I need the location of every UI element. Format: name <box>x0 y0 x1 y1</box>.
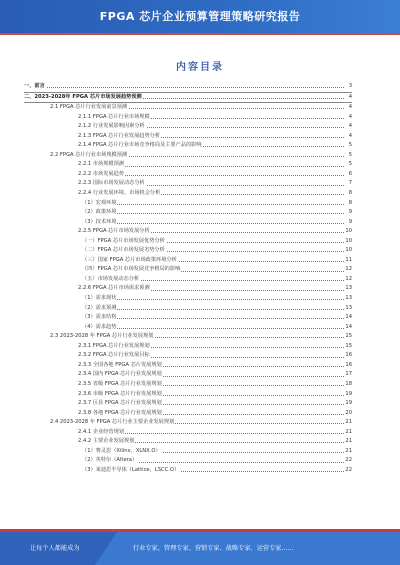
toc-entry-page: 5 <box>345 141 352 151</box>
toc-leader-dots <box>82 223 344 224</box>
toc-entry-label: （2）英特尔（Altera） <box>82 456 138 466</box>
toc-entry[interactable] <box>24 428 352 438</box>
toc-entry-page: 5 <box>345 151 352 161</box>
toc-entry-label: 2.2.1 市场规模预测 <box>78 160 125 170</box>
toc-entry[interactable] <box>24 132 352 142</box>
toc-entry[interactable] <box>24 351 352 361</box>
toc-entry-label: （一）FPGA 芯片市场发展优势分析 <box>82 237 166 247</box>
toc-entry-page: 14 <box>345 323 352 333</box>
toc-entry-page: 21 <box>345 428 352 438</box>
toc-entry-page: 8 <box>345 199 352 209</box>
header-banner <box>0 0 400 33</box>
toc-entry-label: 2.1 FPGA 芯片行业发展前景预测 <box>50 103 128 113</box>
toc-entry-label: 2.3.3 全国各地 FPGA 芯片发展规划 <box>78 361 163 371</box>
toc-entry[interactable] <box>24 332 352 342</box>
toc-entry-label: （2）需求预测 <box>82 304 117 314</box>
toc-entry[interactable] <box>24 284 352 294</box>
toc-entry[interactable] <box>24 246 352 256</box>
toc-entry-page: 4 <box>345 113 352 123</box>
toc-entry-label: （1）需求现状 <box>82 294 117 304</box>
toc-entry[interactable] <box>24 122 352 132</box>
toc-entry[interactable] <box>24 399 352 409</box>
toc-entry-page: 19 <box>345 390 352 400</box>
toc-entry-label: 2.2.5 FPGA 芯片市场发展分析 <box>78 227 151 237</box>
toc-leader-dots <box>24 87 344 88</box>
toc-entry[interactable] <box>24 275 352 285</box>
toc-leader-dots <box>82 318 344 319</box>
toc-entry-page: 21 <box>345 418 352 428</box>
toc-entry[interactable] <box>24 323 352 333</box>
toc-entry-page: 21 <box>345 447 352 457</box>
toc-entry-label: 2.2.3 国际市场发展动态分析 <box>78 179 146 189</box>
toc-entry-label: 2.3 2023-2028 年 FPGA 芯片行业发展规划 <box>50 332 155 342</box>
toc-entry-page: 15 <box>345 332 352 342</box>
toc-entry[interactable] <box>24 103 352 113</box>
toc-entry[interactable] <box>24 466 352 476</box>
toc-entry-page: 17 <box>345 370 352 380</box>
toc-entry-page: 16 <box>345 361 352 371</box>
toc-entry-page: 15 <box>345 342 352 352</box>
toc-entry[interactable] <box>24 447 352 457</box>
toc-entry[interactable] <box>24 265 352 275</box>
toc-entry[interactable] <box>24 170 352 180</box>
toc-leader-dots <box>82 328 344 329</box>
toc-entry[interactable] <box>24 380 352 390</box>
toc-leader-dots <box>82 309 344 310</box>
toc-entry-label: 2.4.1 企业经营规划 <box>78 428 125 438</box>
toc-entry-label: 2.3.8 各地 FPGA 芯片行业发展规划 <box>78 409 163 419</box>
toc-entry-label: 二、2023-2028年 FPGA 芯片市场发展趋势预测 <box>24 93 143 103</box>
toc-entry-page: 16 <box>345 351 352 361</box>
toc-entry-label: （二）FPGA 芯片市场发展劣势分析 <box>82 246 166 256</box>
toc-entry-page: 10 <box>345 237 352 247</box>
toc-entry[interactable] <box>24 304 352 314</box>
toc-entry-label: （3）技术环境 <box>82 218 117 228</box>
toc-entry-page: 9 <box>345 208 352 218</box>
toc-entry-label: 2.3.7 区县 FPGA 芯片行业发展规划 <box>78 399 163 409</box>
toc-entry-label: （五）市场发展动态分析 <box>82 275 140 285</box>
toc-entry-label: （1）赛灵思（Xilinx，XLNX.O） <box>82 447 162 457</box>
toc-entry-page: 20 <box>345 409 352 419</box>
toc-entry[interactable] <box>24 218 352 228</box>
toc-entry-label: 2.1.2 行业发展影响因素分析 <box>78 122 146 132</box>
footer-slogan-left: 让每个人都能成为 <box>30 545 80 552</box>
toc-entry[interactable] <box>24 151 352 161</box>
toc-entry[interactable] <box>24 437 352 447</box>
toc-entry-label: 2.3.2 FPGA 芯片行业发展目标 <box>78 351 151 361</box>
toc-heading: 内容目录 <box>176 62 224 73</box>
toc-entry-label: 2.3.4 国内 FPGA 芯片行业发展规划 <box>78 370 163 380</box>
toc-entry-label: 2.3.6 市级 FPGA 芯片行业发展规划 <box>78 390 163 400</box>
toc-entry-page: 22 <box>345 456 352 466</box>
toc-entry-page: 3 <box>345 82 352 92</box>
toc-entry-label: 2.4 2023-2028 年 FPGA 芯片行业主要企业发展规划 <box>50 418 175 428</box>
toc-entry[interactable] <box>24 82 352 93</box>
toc-entry-page: 7 <box>345 179 352 189</box>
toc-entry-label: （3）需求结构 <box>82 313 117 323</box>
footer-banner <box>0 529 400 565</box>
toc-entry-page: 4 <box>345 103 352 113</box>
toc-entry[interactable] <box>24 160 352 170</box>
toc-entry-label: 2.2.4 行业发展环境、市场机会分析 <box>78 189 161 199</box>
toc-leader-dots <box>82 213 344 214</box>
toc-entry[interactable] <box>24 199 352 209</box>
toc-entry-page: 13 <box>345 304 352 314</box>
toc-entry[interactable] <box>24 418 352 428</box>
toc-entry-page: 22 <box>345 466 352 476</box>
toc-entry[interactable] <box>24 361 352 371</box>
toc-entry-page: 11 <box>345 256 352 266</box>
footer-slogan-right: 行业专家、管理专家、营销专家、战略专家、运营专家…… <box>133 545 294 552</box>
toc-entry-label: （3）莱迪思半导体（Lattice，LSCC.O） <box>82 466 180 476</box>
toc-entry[interactable] <box>24 456 352 466</box>
report-title: FPGA 芯片企业预算管理策略研究报告 <box>99 10 301 23</box>
toc-entry-label: 2.2.2 市场发展趋势 <box>78 170 125 180</box>
toc-entry-label: （四）FPGA 芯片市场发展竞争格局的影响 <box>82 265 181 275</box>
toc-entry-page: 9 <box>345 218 352 228</box>
toc-entry[interactable] <box>24 208 352 218</box>
toc-entry-label: 2.2 FPGA 芯片行业市场规模预测 <box>50 151 128 161</box>
toc-entry-page: 10 <box>345 246 352 256</box>
toc-entry-label: 2.1.4 FPGA 芯片行业市场竞争格局及主要产品的影响 <box>78 141 203 151</box>
table-of-contents <box>24 82 352 475</box>
toc-entry[interactable] <box>24 390 352 400</box>
toc-entry-page: 5 <box>345 160 352 170</box>
toc-entry-label: 2.3.1 FPGA 芯片行业发展规划 <box>78 342 151 352</box>
toc-entry[interactable] <box>24 113 352 123</box>
toc-entry-label: 2.3.5 省级 FPGA 芯片行业发展规划 <box>78 380 163 390</box>
toc-entry-label: 2.2.6 FPGA 芯片市场需求预测 <box>78 284 151 294</box>
toc-entry[interactable] <box>24 342 352 352</box>
toc-entry[interactable] <box>24 370 352 380</box>
toc-entry[interactable] <box>24 179 352 189</box>
toc-entry-page: 13 <box>345 294 352 304</box>
toc-entry[interactable] <box>24 93 352 104</box>
toc-entry[interactable] <box>24 237 352 247</box>
toc-entry[interactable] <box>24 141 352 151</box>
toc-entry[interactable] <box>24 409 352 419</box>
toc-entry-page: 12 <box>345 275 352 285</box>
footer-arrow-shape <box>95 532 117 565</box>
toc-entry-page: 13 <box>345 284 352 294</box>
toc-entry-page: 4 <box>345 93 352 103</box>
toc-entry-page: 10 <box>345 227 352 237</box>
toc-entry[interactable] <box>24 313 352 323</box>
toc-entry-label: 2.1.3 FPGA 芯片行业发展趋势分析 <box>78 132 161 142</box>
toc-entry-page: 4 <box>345 132 352 142</box>
toc-entry[interactable] <box>24 189 352 199</box>
toc-leader-dots <box>82 204 344 205</box>
toc-entry-page: 8 <box>345 189 352 199</box>
toc-entry-page: 19 <box>345 399 352 409</box>
toc-entry-page: 4 <box>345 122 352 132</box>
toc-entry-page: 21 <box>345 437 352 447</box>
toc-entry-label: 一、前言 <box>24 82 46 92</box>
toc-entry-label: （三）国家 FPGA 芯片市场政策环境分析 <box>82 256 178 266</box>
toc-leader-dots <box>82 299 344 300</box>
toc-entry[interactable] <box>24 294 352 304</box>
toc-entry-page: 6 <box>345 170 352 180</box>
toc-entry-label: （4）需求趋势 <box>82 323 117 333</box>
toc-entry-label: （1）宏观环境 <box>82 199 117 209</box>
toc-entry-label: （2）政策环境 <box>82 208 117 218</box>
toc-entry[interactable] <box>24 256 352 266</box>
header-divider <box>0 33 400 35</box>
toc-entry-page: 12 <box>345 265 352 275</box>
toc-entry-page: 14 <box>345 313 352 323</box>
toc-entry[interactable] <box>24 227 352 237</box>
toc-entry-label: 2.4.2 主要企业发展规划 <box>78 437 135 447</box>
toc-entry-label: 2.1.1 FPGA 芯片行业市场规模 <box>78 113 151 123</box>
toc-entry-page: 18 <box>345 380 352 390</box>
